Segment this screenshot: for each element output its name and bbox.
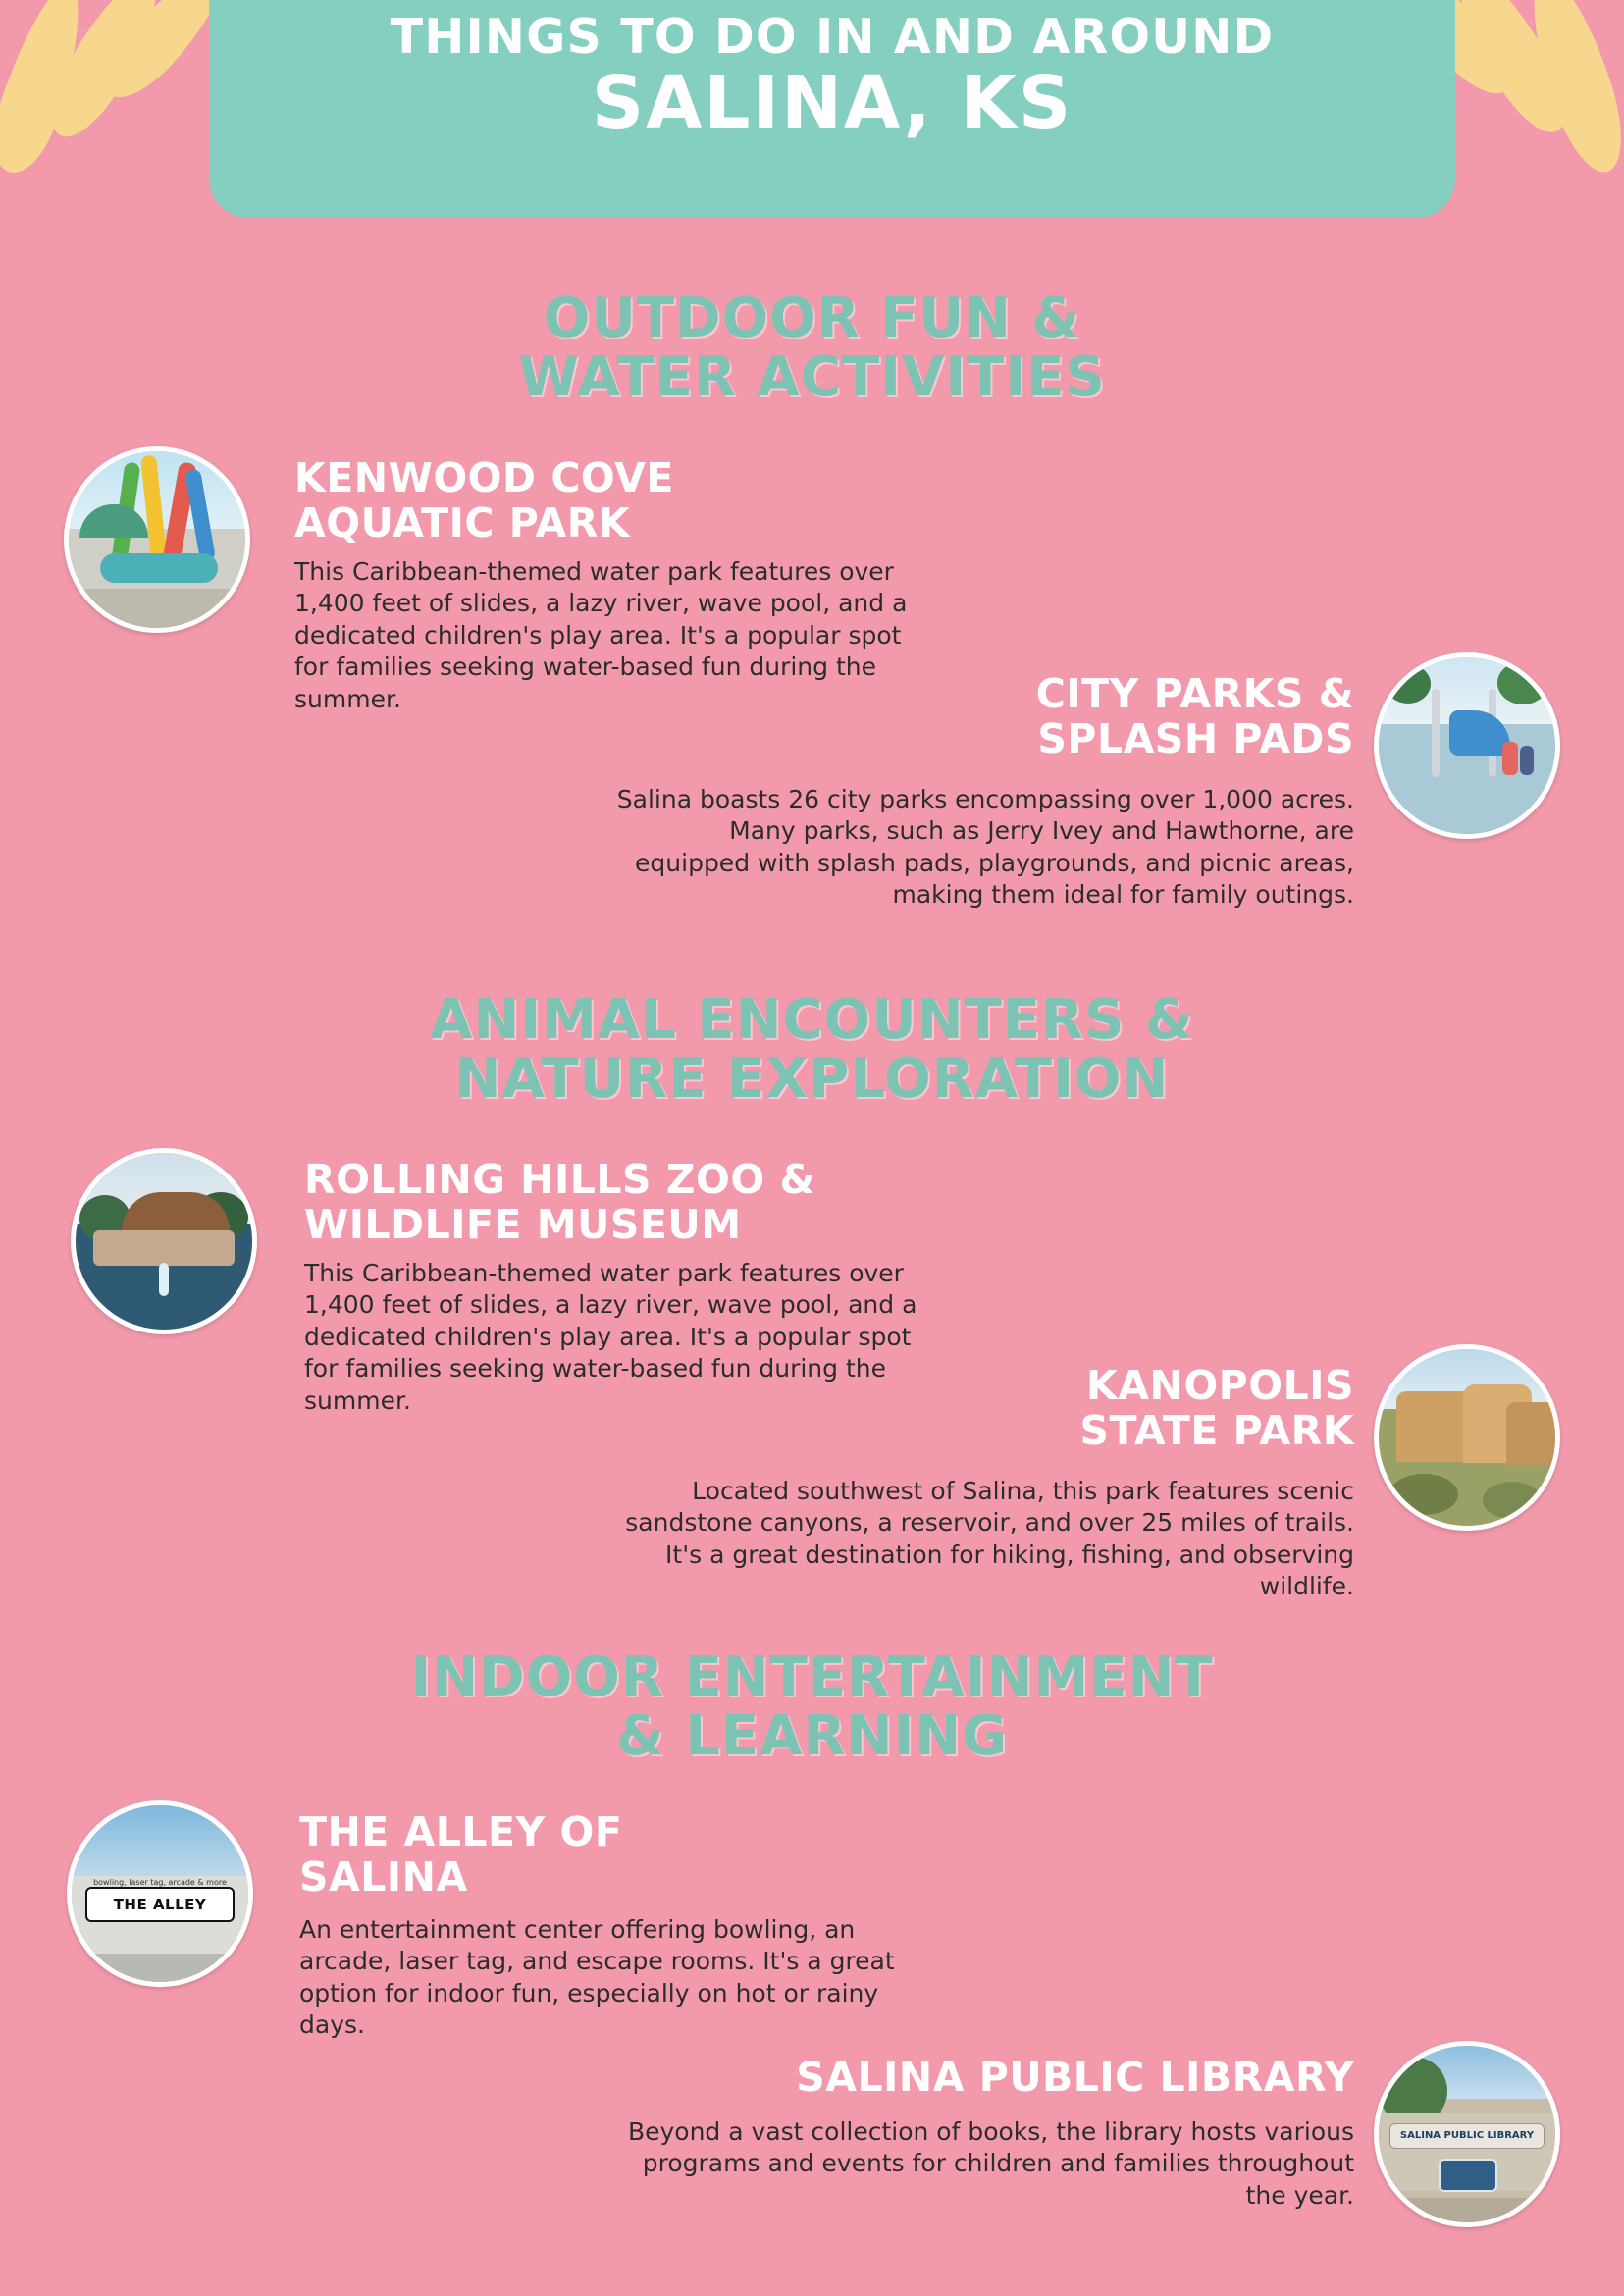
kanopolis-state-park-photo [1374, 1344, 1560, 1531]
header-title-line1: THINGS TO DO IN AND AROUND [390, 9, 1275, 65]
section-title-line2: NATURE EXPLORATION [454, 1047, 1170, 1112]
entry-title-line1: ROLLING HILLS ZOO & [304, 1156, 815, 1203]
entry-title-line2: AQUATIC PARK [294, 498, 631, 547]
entry-title [299, 1810, 927, 1901]
entry-body: This Caribbean-themed water park features over 1,400 feet of slides, a lazy river, wave pool, and a dedicated children's play area. It's a popular spot for families seeking water-based fun during the summer. [304, 1258, 917, 1415]
entry-title-line2: SPLASH PADS [1037, 714, 1354, 762]
salina-public-library-photo [1374, 2041, 1560, 2227]
entry-title [608, 1364, 1354, 1454]
section-title-line1: OUTDOOR FUN & [543, 287, 1081, 350]
entry-title-line2: STATE PARK [1079, 1406, 1354, 1454]
section-title-line1: INDOOR ENTERTAINMENT [410, 1645, 1214, 1709]
entry-title-line1: KENWOOD COVE [294, 454, 674, 501]
section-title-indoor-entertainment [0, 1645, 1624, 1769]
section-title-line1: ANIMAL ENCOUNTERS & [430, 988, 1194, 1052]
entry-title-line2: WILDLIFE MUSEUM [304, 1200, 742, 1248]
entry-body: This Caribbean-themed water park features over 1,400 feet of slides, a lazy river, wave pool, and a dedicated children's play area. It's a popular spot for families seeking water-based fun during the summer. [294, 556, 908, 713]
entry-title [608, 2056, 1354, 2101]
section-title-line2: & LEARNING [615, 1704, 1009, 1769]
entry-body: Beyond a vast collection of books, the library hosts various programs and events for children and families throughout the year. [627, 2116, 1354, 2210]
entry-body: Located southwest of Salina, this park features scenic sandstone canyons, a reservoir, and over 25 miles of trails. It's a great destination for hiking, fishing, and observing wildlife. [625, 1476, 1354, 1601]
entry-title-line1: THE ALLEY OF [299, 1808, 623, 1855]
entry-title-line2: SALINA [299, 1852, 468, 1901]
entry-title-line1: SALINA PUBLIC LIBRARY [796, 2054, 1354, 2101]
entry-title [294, 456, 942, 547]
entry-city-parks [608, 672, 1354, 912]
entry-title [304, 1158, 952, 1248]
header-title-line2: SALINA, KS [591, 61, 1074, 146]
entry-the-alley [299, 1810, 927, 2042]
library-sign-text: SALINA PUBLIC LIBRARY [1399, 2130, 1535, 2142]
city-parks-photo [1374, 652, 1560, 839]
alley-sign-subtext: bowling, laser tag, arcade & more [93, 1878, 227, 1887]
rolling-hills-zoo-photo [71, 1148, 257, 1334]
kenwood-cove-photo [64, 446, 250, 633]
entry-kanopolis-state-park [608, 1364, 1354, 1603]
section-title-line2: WATER ACTIVITIES [518, 345, 1106, 410]
entry-body: Salina boasts 26 city parks encompassing over 1,000 acres. Many parks, such as Jerry Ivey and Hawthorne, are equipped with splash pads, playgrounds, and picnic areas, making them ideal for family outings. [616, 784, 1354, 910]
section-title-outdoor-fun [0, 289, 1624, 408]
entry-body: An entertainment center offering bowling, an arcade, laser tag, and escape rooms. It's a great option for indoor fun, especially on hot or rainy days. [299, 1914, 895, 2040]
poster-header [209, 0, 1455, 218]
entry-title-line1: KANOPOLIS [1086, 1362, 1354, 1409]
the-alley-photo [67, 1800, 253, 1987]
entry-salina-public-library [608, 2056, 1354, 2212]
entry-title [608, 672, 1354, 762]
entry-title-line1: CITY PARKS & [1035, 670, 1354, 717]
section-title-animal-encounters [0, 988, 1624, 1112]
alley-sign-text: THE ALLEY [113, 1895, 207, 1913]
